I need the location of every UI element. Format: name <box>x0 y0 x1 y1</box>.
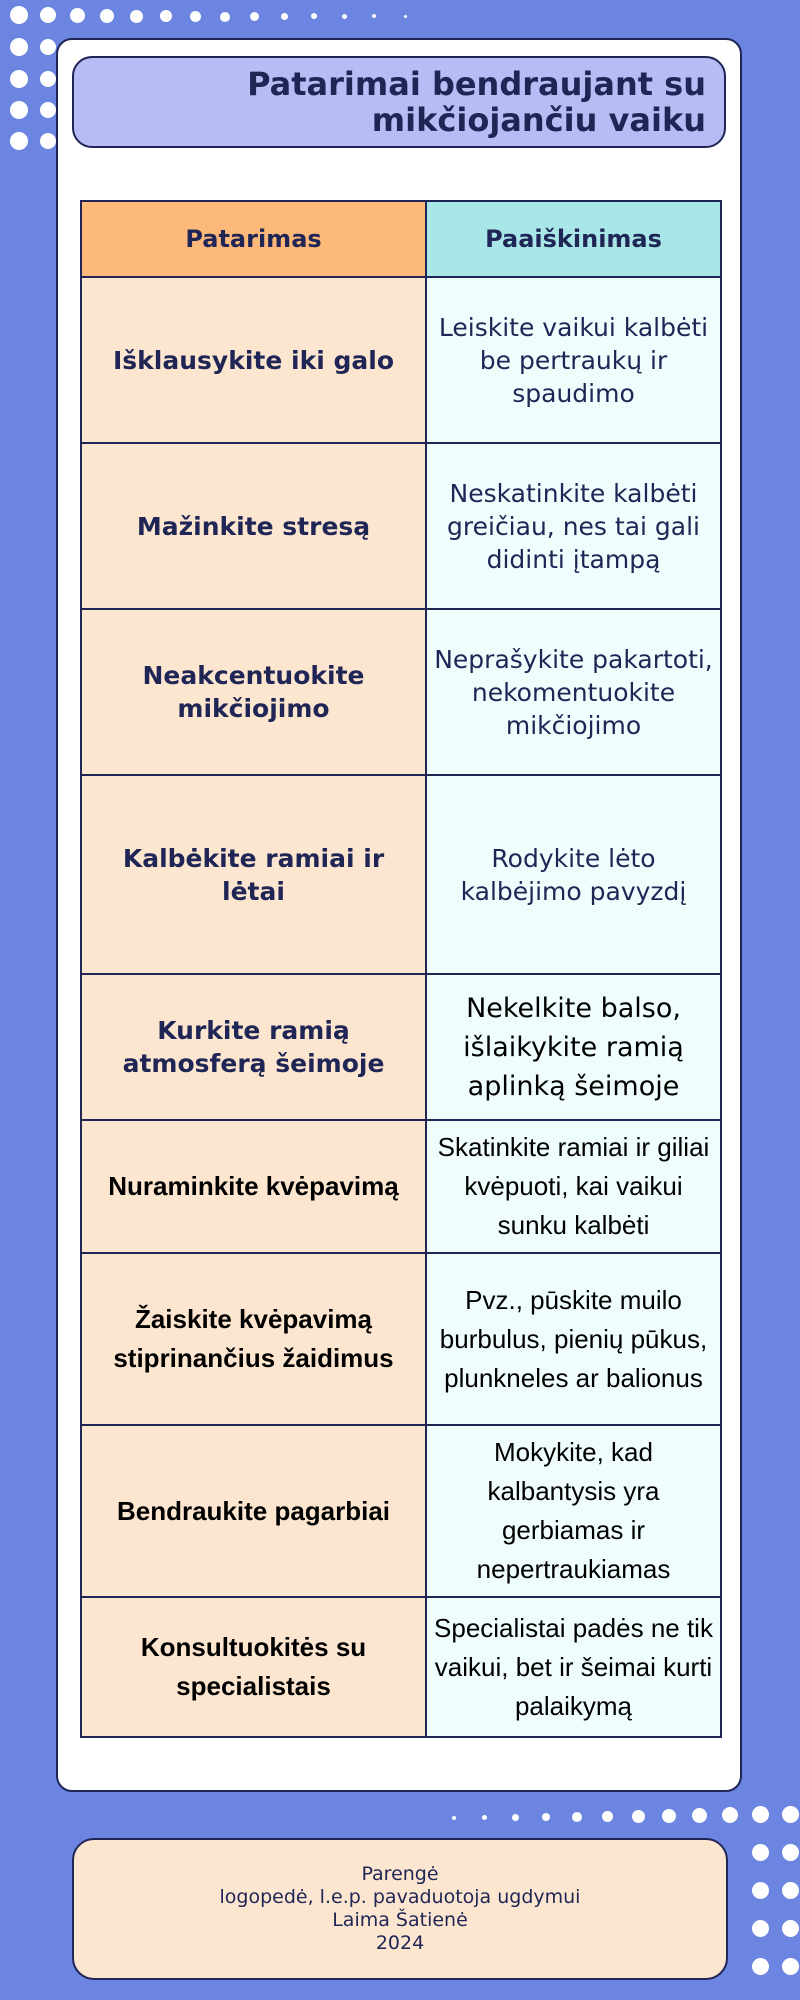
tip-cell: Bendraukite pagarbiai <box>81 1425 426 1597</box>
tip-cell: Konsultuokitės su specialistais <box>81 1597 426 1737</box>
author-footer <box>72 1838 728 1980</box>
tip-cell: Mažinkite stresą <box>81 443 426 609</box>
footer-role: logopedė, l.e.p. pavaduotoja ugdymui <box>219 1886 581 1908</box>
table-row <box>81 775 721 974</box>
table-row <box>81 1597 721 1737</box>
footer-year: 2024 <box>375 1932 425 1954</box>
explanation-cell: Nekelkite balso, išlaikykite ramią aplinką šeimoje <box>426 974 721 1120</box>
content-card <box>56 38 742 1792</box>
table-row <box>81 1120 721 1253</box>
table-row <box>81 974 721 1120</box>
tip-cell: Neakcentuokite mikčiojimo <box>81 609 426 775</box>
tip-cell: Žaiskite kvėpavimą stiprinančius žaidimus <box>81 1253 426 1425</box>
header-explanation: Paaiškinimas <box>426 201 721 277</box>
explanation-cell: Leiskite vaikui kalbėti be pertraukų ir spaudimo <box>426 277 721 443</box>
footer-author-name: Laima Šatienė <box>332 1909 468 1931</box>
explanation-cell: Rodykite lėto kalbėjimo pavyzdį <box>426 775 721 974</box>
tip-cell: Nuraminkite kvėpavimą <box>81 1120 426 1253</box>
tip-cell: Kalbėkite ramiai ir lėtai <box>81 775 426 974</box>
title-banner <box>72 56 726 148</box>
table-row <box>81 1253 721 1425</box>
tips-table <box>80 200 722 1738</box>
explanation-cell: Neskatinkite kalbėti greičiau, nes tai gali didinti įtampą <box>426 443 721 609</box>
explanation-cell: Pvz., pūskite muilo burbulus, pienių pūkus, plunkneles ar balionus <box>426 1253 721 1425</box>
tip-cell: Išklausykite iki galo <box>81 277 426 443</box>
explanation-cell: Skatinkite ramiai ir giliai kvėpuoti, kai vaikui sunku kalbėti <box>426 1120 721 1253</box>
page-title: Patarimai bendraujant su mikčiojančiu vaiku <box>247 65 706 139</box>
table-row <box>81 609 721 775</box>
footer-prepared-by: Parengė <box>361 1863 439 1885</box>
table-row <box>81 1425 721 1597</box>
table-row <box>81 443 721 609</box>
header-tip: Patarimas <box>81 201 426 277</box>
explanation-cell: Specialistai padės ne tik vaikui, bet ir šeimai kurti palaikymą <box>426 1597 721 1737</box>
explanation-cell: Neprašykite pakartoti, nekomentuokite mikčiojimo <box>426 609 721 775</box>
table-header-row <box>81 201 721 277</box>
explanation-cell: Mokykite, kad kalbantysis yra gerbiamas ir nepertraukiamas <box>426 1425 721 1597</box>
tip-cell: Kurkite ramią atmosferą šeimoje <box>81 974 426 1120</box>
table-row <box>81 277 721 443</box>
